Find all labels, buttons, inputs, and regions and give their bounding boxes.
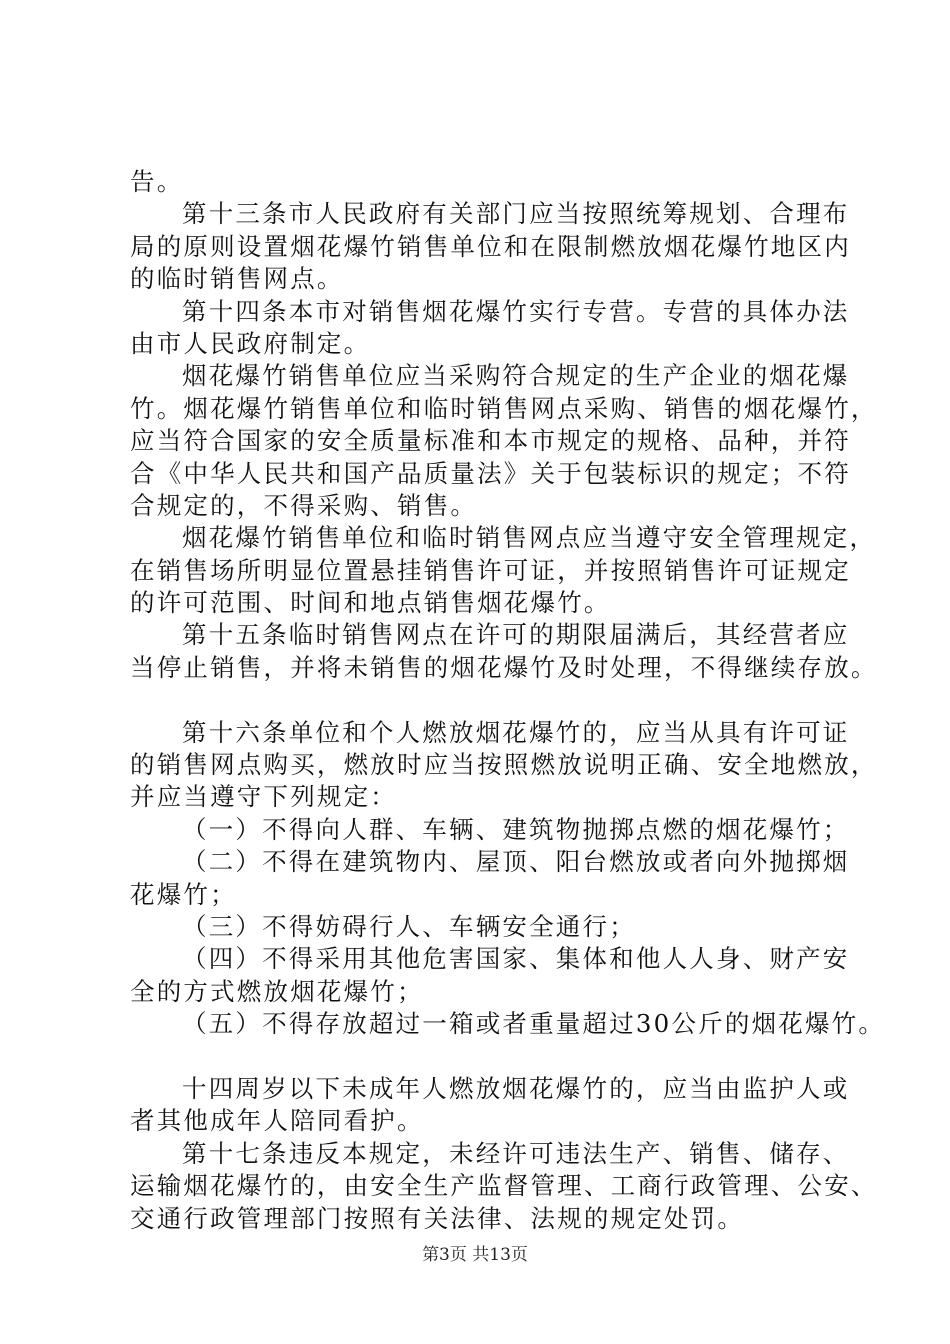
text-line: 竹。烟花爆竹销售单位和临时销售网点采购、销售的烟花爆竹，	[130, 393, 878, 423]
text-line: （五）不得存放超过一箱或者重量超过30公斤的烟花爆竹。	[182, 1009, 886, 1039]
text-line: 全的方式燃放烟花爆竹；	[130, 976, 424, 1006]
text-line: 者其他成年人陪同看护。	[130, 1106, 424, 1136]
text-line: 告。	[130, 167, 184, 196]
text-line: （二）不得在建筑物内、屋顶、阳台燃放或者向外抛掷烟	[182, 847, 850, 877]
text-line: 当停止销售，并将未销售的烟花爆竹及时处理，不得继续存放。	[130, 652, 878, 682]
text-line: 合《中华人民共和国产品质量法》关于包装标识的规定；不符	[130, 458, 851, 488]
text-line: 在销售场所明显位置悬挂销售许可证，并按照销售许可证规定	[130, 555, 851, 585]
text-line: 的销售网点购买，燃放时应当按照燃放说明正确、安全地燃放，	[130, 750, 878, 780]
text-line: 第十七条违反本规定，未经许可违法生产、销售、储存、	[182, 1138, 850, 1168]
text-line: 运输烟花爆竹的，由安全生产监督管理、工商行政管理、公安、	[130, 1171, 878, 1201]
text-line: 的临时销售网点。	[130, 264, 344, 294]
text-line: 第十五条临时销售网点在许可的期限届满后，其经营者应	[182, 620, 850, 650]
document-body	[130, 166, 886, 1235]
text-line: 由市人民政府制定。	[130, 328, 371, 358]
text-line: 并应当遵守下列规定：	[130, 782, 397, 812]
text-line: 第十三条市人民政府有关部门应当按照统筹规划、合理布	[182, 199, 850, 229]
text-line: 烟花爆竹销售单位和临时销售网点应当遵守安全管理规定，	[182, 523, 877, 553]
text-line: （四）不得采用其他危害国家、集体和他人人身、财产安	[182, 944, 850, 974]
page-footer	[0, 1240, 950, 1265]
text-line: 局的原则设置烟花爆竹销售单位和在限制燃放烟花爆竹地区内	[130, 231, 851, 261]
text-line: 烟花爆竹销售单位应当采购符合规定的生产企业的烟花爆	[182, 361, 850, 391]
text-line: 第十六条单位和个人燃放烟花爆竹的，应当从具有许可证	[182, 717, 850, 747]
page-number-label: 第3页 共13页	[422, 1245, 528, 1265]
text-line: 合规定的，不得采购、销售。	[130, 490, 478, 520]
text-line: 第十四条本市对销售烟花爆竹实行专营。专营的具体办法	[182, 296, 850, 326]
blank-line	[130, 684, 842, 716]
text-line: （三）不得妨碍行人、车辆安全通行；	[182, 911, 636, 941]
text-line: 花爆竹；	[130, 879, 237, 909]
blank-line	[130, 1041, 842, 1073]
text-line: 应当符合国家的安全质量标准和本市规定的规格、品种，并符	[130, 426, 851, 456]
text-line: 交通行政管理部门按照有关法律、法规的规定处罚。	[130, 1203, 745, 1233]
text-line: （一）不得向人群、车辆、建筑物抛掷点燃的烟花爆竹；	[182, 814, 850, 844]
text-line: 的许可范围、时间和地点销售烟花爆竹。	[130, 588, 611, 618]
text-line: 十四周岁以下未成年人燃放烟花爆竹的，应当由监护人或	[182, 1073, 850, 1103]
